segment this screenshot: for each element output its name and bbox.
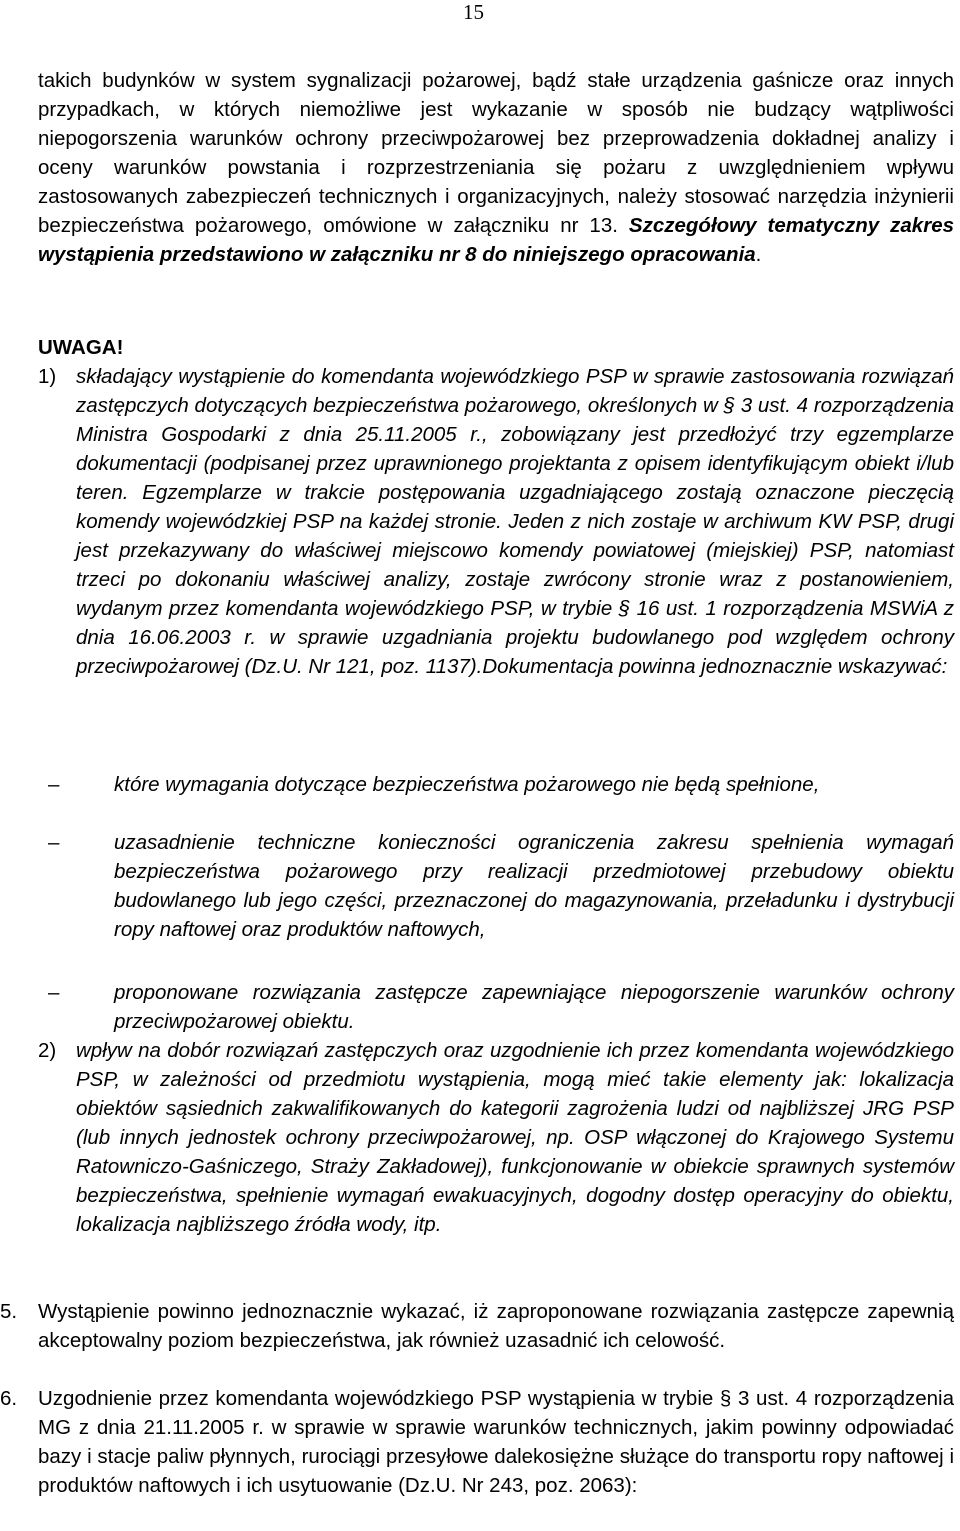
intro-emphasis: Szczegółowy tematyczny zakres wystąpienia przedstawiono w załączniku nr 8 do niniejszego opracowania [38,214,954,266]
bullet-text: uzasadnienie techniczne konieczności ograniczenia zakresu spełnienia wymagań bezpieczeństwa pożarowego przy realizacji przedmiotowej przebudowy obiektu budowlanego lub jego części, przeznaczonej do magazynowania, przeładunku i dystrybucji ropy naftowej oraz produktów naftowych, [114,831,954,941]
bullet-dash: – [48,773,60,796]
intro-paragraph [38,66,954,269]
bullet-dash: – [48,831,60,854]
section-5-text: Wystąpienie powinno jednoznacznie wykazać, iż zaproponowane rozwiązania zastępcze zapewnią akceptowalny poziom bezpieczeństwa, jak również uzasadnić ich celowość. [38,1300,954,1352]
list-item-1-number: 1) [38,365,57,388]
section-6-text: Uzgodnienie przez komendanta wojewódzkiego PSP wystąpienia w trybie § 3 ust. 4 rozporządzenia MG z dnia 21.11.2005 r. w sprawie w sprawie warunków technicznych, jakim powinny odpowiadać bazy i stacje paliw płynnych, rurociągi przesyłowe dalekosiężne służące do transportu ropy naftowej i produktów naftowych i ich usytuowanie (Dz.U. Nr 243, poz. 2063): [38,1387,954,1497]
section-6-number: 6. [0,1387,18,1410]
intro-text: takich budynków w system sygnalizacji pożarowej, bądź stałe urządzenia gaśnicze oraz innych przypadkach, w których niemożliwe jest wykazanie w sposób nie budzący wątpliwości niepogorszenia warunków ochrony przeciwpożarowej bez przeprowadzenia dokładnej analizy i oceny warunków powstania i rozprzestrzeniania się pożaru z uwzględnieniem wpływu zastosowanych zabezpieczeń technicznych i organizacyjnych, należy stosować narzędzia inżynierii bezpieczeństwa pożarowego, omówione w załączniku nr 13. [38,69,954,237]
bullet-text: proponowane rozwiązania zastępcze zapewniające niepogorszenie warunków ochrony przeciwpożarowej obiektu. [114,981,954,1033]
bullet-text: które wymagania dotyczące bezpieczeństwa pożarowego nie będą spełnione, [114,773,820,796]
list-item-2-text: wpływ na dobór rozwiązań zastępczych oraz uzgodnienie ich przez komendanta wojewódzkiego PSP, w zależności od przedmiotu wystąpienia, mogą mieć takie elementy jak: lokalizacja obiektów sąsiednich zakwalifikowanych do kategorii zagrożenia ludzi od najbliższej JRG PSP (lub innych jednostek ochrony przeciwpożarowej, np. OSP włączonej do Krajowego Systemu Ratowniczo-Gaśniczego, Straży Zakładowej), funkcjonowanie w obiekcie sprawnych systemów bezpieczeństwa, spełnienie wymagań ewakuacyjnych, dogodny dostęp operacyjny do obiektu, lokalizacja najbliższego źródła wody, itp. [76,1039,954,1236]
list-item-2 [38,1036,954,1296]
bullet-dash: – [48,981,60,1004]
list-item-1 [38,362,954,782]
list-item-1-text: składający wystąpienie do komendanta wojewódzkiego PSP w sprawie zastosowania rozwiązań zastępczych dotyczących bezpieczeństwa pożarowego, określonych w § 3 ust. 4 rozporządzenia Ministra Gospodarki z dnia 25.11.2005 r., zobowiązany jest przedłożyć trzy egzemplarze dokumentacji (podpisanej przez uprawnionego projektanta z opisem identyfikującym obiekt i/lub teren. Egzemplarze w trakcie postępowania uzgadniającego zostają oznaczone pieczęcią komendy wojewódzkiej PSP na każdej stronie. Jeden z nich zostaje w archiwum KW PSP, drugi jest przekazywany do właściwej miejscowo komendy powiatowej (miejskiej) PSP, natomiast trzeci po dokonaniu właściwej analizy, zostaje zwrócony stronie wraz z postanowieniem, wydanym przez komendanta wojewódzkiego PSP, w trybie § 16 ust. 1 rozporządzenia MSWiA z dnia 16.06.2003 r. w sprawie uzgadniania projektu budowlanego pod względem ochrony przeciwpożarowej (Dz.U. Nr 121, poz. 1137).Dokumentacja powinna jednoznacznie wskazywać: [76,365,954,678]
section-5-number: 5. [0,1300,18,1323]
intro-emphasis-end: . [755,243,762,266]
list-item-2-number: 2) [38,1039,57,1062]
warning-label: UWAGA! [38,336,124,359]
page-number: 15 [463,0,484,24]
